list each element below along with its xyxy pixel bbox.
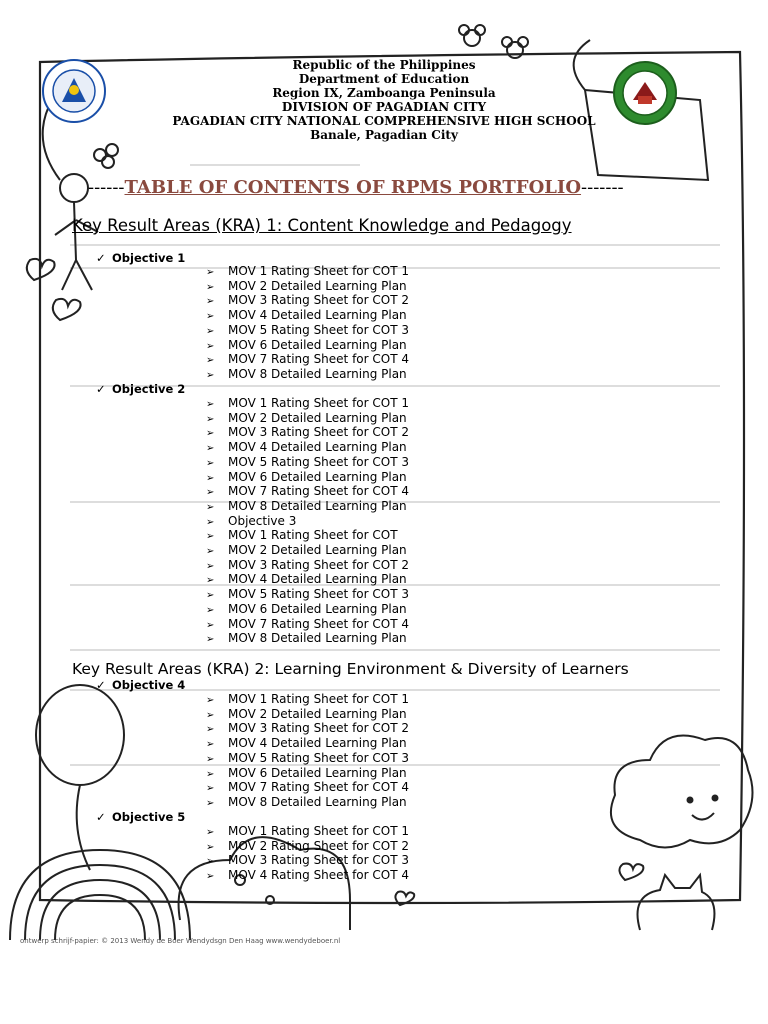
mov-item-text: MOV 2 Detailed Learning Plan	[228, 278, 407, 293]
mov-list-item	[206, 308, 407, 322]
arrow-bullet-icon: ➢	[206, 739, 215, 751]
mov-item-text: MOV 3 Rating Sheet for COT 2	[228, 557, 409, 572]
arrow-bullet-icon: ➢	[206, 827, 215, 838]
arrow-bullet-icon: ➢	[206, 325, 215, 337]
mov-list-item	[206, 543, 407, 557]
mov-list-item	[206, 514, 296, 528]
arrow-bullet-icon: ➢	[206, 575, 215, 587]
arrow-bullet-icon: ➢	[206, 709, 215, 721]
mov-list-item	[206, 264, 409, 278]
mov-item-text: MOV 4 Detailed Learning Plan	[228, 572, 407, 587]
kra2-heading: Key Result Areas (KRA) 2: Learning Environment & Diversity of Learners	[72, 660, 629, 678]
arrow-bullet-icon: ➢	[206, 856, 215, 868]
mov-list-item	[206, 736, 407, 750]
objective-1-label	[96, 251, 185, 265]
arrow-bullet-icon: ➢	[206, 560, 215, 572]
mov-item-text: MOV 2 Detailed Learning Plan	[228, 706, 407, 721]
checkmark-icon: ✓	[96, 251, 106, 265]
title-right-dashes: -------	[581, 177, 624, 198]
objective-4-text: Objective 4	[112, 678, 186, 692]
arrow-bullet-icon: ➢	[206, 604, 215, 616]
arrow-bullet-icon: ➢	[206, 355, 215, 367]
mov-list-item	[206, 721, 409, 735]
arrow-bullet-icon: ➢	[206, 457, 215, 469]
arrow-bullet-icon: ➢	[206, 413, 215, 425]
mov-list-item	[206, 853, 409, 867]
arrow-bullet-icon: ➢	[206, 619, 215, 631]
kra1-heading: Key Result Areas (KRA) 1: Content Knowledge and Pedagogy	[72, 216, 572, 235]
mov-list-item	[206, 367, 407, 381]
mov-list-item	[206, 484, 409, 498]
header-line-address: Banale, Pagadian City	[310, 128, 458, 142]
mov-item-text: Objective 3	[228, 513, 297, 528]
mov-list-item	[206, 352, 409, 366]
mov-item-text: MOV 5 Rating Sheet for COT 3	[228, 322, 409, 337]
mov-item-text: MOV 4 Detailed Learning Plan	[228, 736, 407, 751]
mov-item-text: MOV 1 Rating Sheet for COT 1	[228, 824, 409, 838]
mov-item-text: MOV 5 Rating Sheet for COT 3	[228, 750, 409, 765]
mov-list-item	[206, 455, 409, 469]
arrow-bullet-icon: ➢	[206, 281, 215, 293]
arrow-bullet-icon: ➢	[206, 340, 215, 352]
mov-item-text: MOV 7 Rating Sheet for COT 4	[228, 352, 409, 367]
mov-list-item	[206, 558, 409, 572]
mov-list-item	[206, 824, 409, 838]
objective-5-label	[96, 810, 185, 824]
mov-item-text: MOV 1 Rating Sheet for COT 1	[228, 396, 409, 410]
mov-item-text: MOV 2 Rating Sheet for COT 2	[228, 838, 409, 853]
arrow-bullet-icon: ➢	[206, 296, 215, 308]
arrow-bullet-icon: ➢	[206, 546, 215, 557]
mov-list-item	[206, 528, 398, 542]
arrow-bullet-icon: ➢	[206, 724, 215, 736]
mov-item-text: MOV 8 Detailed Learning Plan	[228, 794, 407, 809]
arrow-bullet-icon: ➢	[206, 472, 215, 484]
mov-list-item	[206, 617, 409, 631]
mov-list-item	[206, 440, 407, 454]
checkmark-icon: ✓	[96, 678, 106, 692]
title-text: TABLE OF CONTENTS OF RPMS PORTFOLIO	[124, 177, 582, 198]
mov-item-text: MOV 6 Detailed Learning Plan	[228, 601, 407, 616]
header-line-region: Region IX, Zamboanga Peninsula	[272, 86, 496, 100]
mov-list-item	[206, 425, 409, 439]
mov-item-text: MOV 3 Rating Sheet for COT 2	[228, 425, 409, 440]
arrow-bullet-icon: ➢	[206, 399, 215, 410]
checkmark-icon: ✓	[96, 382, 106, 396]
mov-list-item	[206, 631, 407, 645]
mov-list-item	[206, 338, 407, 352]
mov-item-text: MOV 5 Rating Sheet for COT 3	[228, 587, 409, 602]
mov-item-text: MOV 5 Rating Sheet for COT 3	[228, 454, 409, 469]
mov-item-text: MOV 4 Rating Sheet for COT 4	[228, 868, 409, 883]
arrow-bullet-icon: ➢	[206, 516, 215, 528]
arrow-bullet-icon: ➢	[206, 531, 215, 543]
mov-list-item	[206, 602, 407, 616]
mov-item-text: MOV 7 Rating Sheet for COT 4	[228, 484, 409, 499]
page-title	[88, 177, 624, 198]
arrow-bullet-icon: ➢	[206, 841, 215, 853]
mov-item-text: MOV 4 Detailed Learning Plan	[228, 308, 407, 323]
mov-item-text: MOV 7 Rating Sheet for COT 4	[228, 616, 409, 631]
mov-item-text: MOV 8 Detailed Learning Plan	[228, 631, 407, 646]
mov-item-text: MOV 1 Rating Sheet for COT 1	[228, 264, 409, 278]
arrow-bullet-icon: ➢	[206, 443, 215, 455]
mov-list-item	[206, 795, 407, 809]
mov-item-text: MOV 2 Detailed Learning Plan	[228, 410, 407, 425]
arrow-bullet-icon: ➢	[206, 267, 215, 278]
mov-list-item	[206, 470, 407, 484]
mov-list-item	[206, 499, 407, 513]
objective-2-text: Objective 2	[112, 382, 186, 396]
arrow-bullet-icon: ➢	[206, 753, 215, 765]
arrow-bullet-icon: ➢	[206, 428, 215, 440]
arrow-bullet-icon: ➢	[206, 369, 215, 381]
mov-item-text: MOV 8 Detailed Learning Plan	[228, 498, 407, 513]
objective-5-text: Objective 5	[112, 810, 186, 824]
arrow-bullet-icon: ➢	[206, 871, 215, 883]
mov-item-text: MOV 6 Detailed Learning Plan	[228, 337, 407, 352]
mov-item-text: MOV 6 Detailed Learning Plan	[228, 765, 407, 780]
header-line-republic: Republic of the Philippines	[292, 58, 476, 72]
header-line-division: DIVISION OF PAGADIAN CITY	[281, 100, 487, 114]
header-block	[0, 58, 768, 142]
mov-list-item	[206, 707, 407, 721]
objective-1-text: Objective 1	[112, 251, 186, 265]
objective-2-label	[96, 382, 185, 396]
mov-item-text: MOV 6 Detailed Learning Plan	[228, 469, 407, 484]
mov-list-item	[206, 323, 409, 337]
mov-list-item	[206, 587, 409, 601]
mov-list-item	[206, 411, 407, 425]
objective-4-label	[96, 678, 185, 692]
mov-item-text: MOV 3 Rating Sheet for COT 2	[228, 293, 409, 308]
title-left-dashes: ------	[88, 177, 125, 198]
mov-list-item	[206, 279, 407, 293]
arrow-bullet-icon: ➢	[206, 634, 215, 646]
mov-item-text: MOV 3 Rating Sheet for COT 2	[228, 721, 409, 736]
mov-list-item	[206, 839, 409, 853]
mov-item-text: MOV 1 Rating Sheet for COT 1	[228, 692, 409, 706]
arrow-bullet-icon: ➢	[206, 783, 215, 795]
arrow-bullet-icon: ➢	[206, 695, 215, 706]
mov-item-text: MOV 4 Detailed Learning Plan	[228, 440, 407, 455]
arrow-bullet-icon: ➢	[206, 487, 215, 499]
mov-list-item	[206, 780, 409, 794]
mov-list-item	[206, 766, 407, 780]
footer-credit: ontwerp schrijf-papier: © 2013 Wendy de Boer Wendydsgn Den Haag www.wendydeboer.nl	[20, 937, 341, 945]
header-line-school: PAGADIAN CITY NATIONAL COMPREHENSIVE HIGH SCHOOL	[172, 114, 596, 128]
arrow-bullet-icon: ➢	[206, 797, 215, 809]
checkmark-icon: ✓	[96, 810, 106, 824]
arrow-bullet-icon: ➢	[206, 590, 215, 602]
mov-list-item	[206, 293, 409, 307]
mov-item-text: MOV 1 Rating Sheet for COT	[228, 528, 398, 543]
mov-item-text: MOV 3 Rating Sheet for COT 3	[228, 853, 409, 868]
mov-list-item	[206, 692, 409, 706]
header-line-department: Department of Education	[298, 72, 470, 86]
mov-list-item	[206, 396, 409, 410]
mov-item-text: MOV 2 Detailed Learning Plan	[228, 543, 407, 557]
mov-list-item	[206, 868, 409, 882]
mov-list-item	[206, 751, 409, 765]
mov-item-text: MOV 7 Rating Sheet for COT 4	[228, 780, 409, 795]
mov-item-text: MOV 8 Detailed Learning Plan	[228, 366, 407, 381]
arrow-bullet-icon: ➢	[206, 311, 215, 323]
arrow-bullet-icon: ➢	[206, 768, 215, 780]
mov-list-item	[206, 572, 407, 586]
arrow-bullet-icon: ➢	[206, 501, 215, 513]
